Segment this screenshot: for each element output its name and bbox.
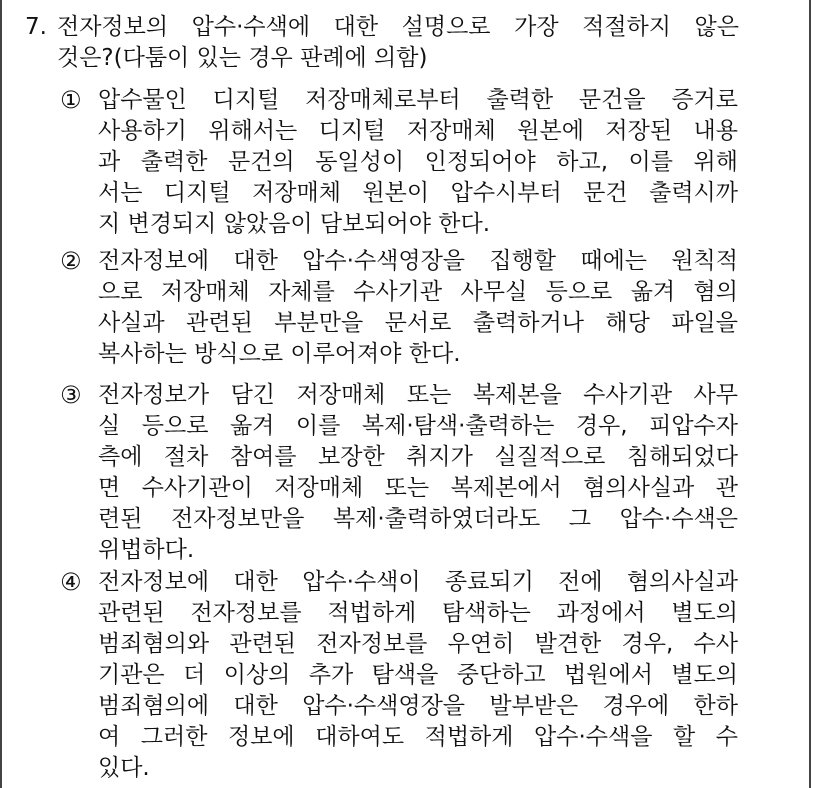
option-line: 과 출력한 문건의 동일성이 인정되어야 하고, 이를 위해 [98, 149, 738, 175]
option-line: 범죄혐의에 대한 압수·수색영장을 발부받은 경우에 한하 [98, 693, 738, 719]
option-2[interactable] [98, 246, 738, 370]
option-3[interactable] [98, 380, 738, 566]
option-line: 전자정보에 대한 압수·수색이 종료되기 전에 혐의사실과 [98, 569, 738, 595]
question-number: 7. [25, 14, 47, 40]
option-line: 지 변경되지 않았음이 담보되어야 한다. [98, 211, 491, 237]
option-line: 으로 저장매체 자체를 수사기관 사무실 등으로 옮겨 혐의 [98, 279, 738, 305]
option-marker-4[interactable]: ④ [60, 568, 82, 596]
question-stem [57, 12, 739, 74]
option-line: 서는 디지털 저장매체 원본이 압수시부터 문건 출력시까 [98, 180, 738, 206]
option-line: 위법하다. [98, 537, 195, 563]
option-line: 측에 절차 참여를 보장한 취지가 실질적으로 침해되었다 [98, 444, 738, 470]
option-line: 기관은 더 이상의 추가 탐색을 중단하고 법원에서 별도의 [98, 662, 738, 688]
option-line: 면 수사기관이 저장매체 또는 복제본에서 혐의사실과 관 [98, 475, 738, 501]
option-marker-3[interactable]: ③ [60, 381, 82, 409]
option-line: 복사하는 방식으로 이루어져야 한다. [98, 341, 461, 367]
question-line: 것은?(다툼이 있는 경우 판례에 의함) [57, 45, 428, 71]
option-line: 사실과 관련된 부분만을 문서로 출력하거나 해당 파일을 [98, 310, 738, 336]
option-line: 압수물인 디지털 저장매체로부터 출력한 문건을 증거로 [98, 87, 738, 113]
option-marker-2[interactable]: ② [60, 247, 82, 275]
option-marker-1[interactable]: ① [60, 86, 82, 114]
option-line: 범죄혐의와 관련된 전자정보를 우연히 발견한 경우, 수사 [98, 631, 738, 657]
option-line: 실 등으로 옮겨 이를 복제·탐색·출력하는 경우, 피압수자 [98, 413, 738, 439]
option-line: 전자정보에 대한 압수·수색영장을 집행할 때에는 원칙적 [98, 248, 738, 274]
option-4[interactable] [98, 567, 738, 784]
option-line: 관련된 전자정보를 적법하게 탐색하는 과정에서 별도의 [98, 600, 738, 626]
option-line: 전자정보가 담긴 저장매체 또는 복제본을 수사기관 사무 [98, 382, 738, 408]
option-1[interactable] [98, 85, 738, 240]
option-line: 여 그러한 정보에 대하여도 적법하게 압수·수색을 할 수 [98, 724, 738, 750]
option-line: 련된 전자정보만을 복제·출력하였더라도 그 압수·수색은 [98, 506, 738, 532]
option-line: 있다. [98, 755, 150, 781]
option-line: 사용하기 위해서는 디지털 저장매체 원본에 저장된 내용 [98, 118, 738, 144]
question-line: 전자정보의 압수·수색에 대한 설명으로 가장 적절하지 않은 [57, 14, 739, 40]
